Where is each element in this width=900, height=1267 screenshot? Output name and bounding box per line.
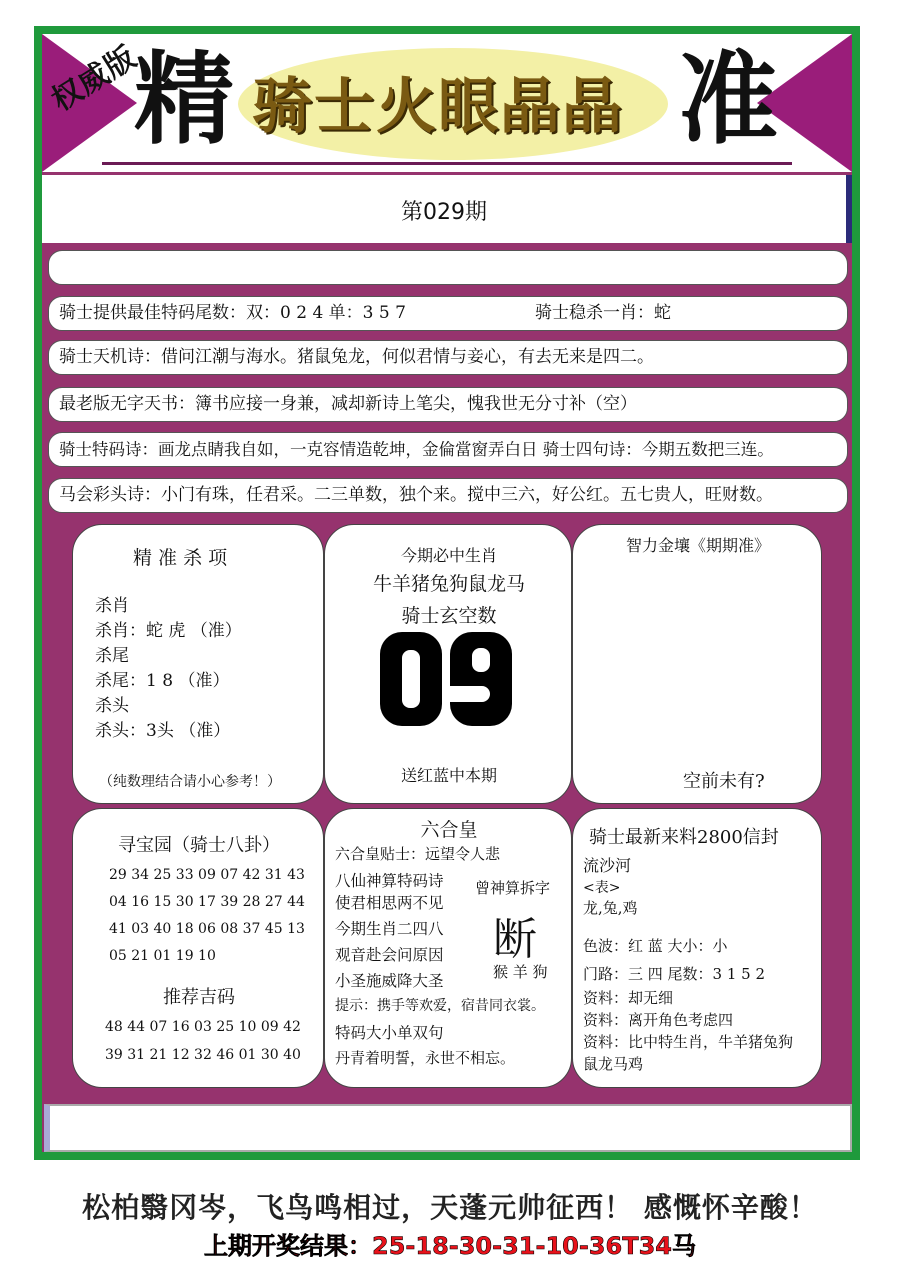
recommend-title: 推荐吉码: [163, 987, 235, 1008]
center-line3: 骑士玄空数: [401, 605, 497, 627]
treasure-numbers: 04 16 15 30 17 39 28 27 44: [109, 894, 305, 910]
issue-number: 第029期: [401, 200, 487, 225]
footer-poem: 松柏翳冈岑，飞鸟鸣相过，天蓬元帅征西！ 感慨怀辛酸！: [82, 1191, 818, 1224]
center-line1: 今期必中生肖: [400, 546, 497, 565]
treasure-title: 寻宝园（骑士八卦）: [118, 835, 280, 856]
liuhe-line: 使君相思两不见: [335, 894, 444, 912]
kill-box: [72, 524, 324, 804]
footer-blank-bar: [44, 1104, 852, 1152]
kill-line: 杀尾: [95, 646, 129, 666]
liuhe-title: 六合皇: [420, 819, 478, 841]
digit-nine-cut: [450, 686, 490, 702]
latest-line: 流沙河: [583, 856, 632, 875]
row1-right-text: 骑士稳杀一肖：蛇: [535, 303, 671, 323]
digit-zero-shape: [380, 632, 442, 726]
liuhe-line: 今期生肖二四八: [335, 920, 444, 938]
treasure-numbers: 05 21 01 19 10: [109, 948, 216, 964]
latest-box: [572, 808, 822, 1088]
digit-zero-hole: [402, 650, 420, 708]
split-char-zodiac: 猴 羊 狗: [493, 963, 548, 981]
liuhe-line: 观音赴会问原因: [335, 946, 444, 964]
latest-line: <表>: [583, 880, 621, 896]
row-heaven-book: [48, 387, 848, 422]
row-heaven-poem: [48, 340, 848, 375]
recommend-numbers: 48 44 07 16 03 25 10 09 42: [105, 1019, 301, 1035]
row-special-poem: [48, 432, 848, 467]
treasure-numbers: 41 03 40 18 06 08 37 45 13: [109, 921, 305, 937]
kill-line: 杀头：3头 （准）: [95, 721, 231, 741]
digit-nine-shape: [450, 632, 512, 726]
row5-text: 马会彩头诗：小门有珠，任君采。二三单数，独个来。搅中三六，好公红。五七贵人，旺财数。: [59, 485, 773, 505]
empty-row: [48, 250, 848, 285]
split-char-title: 曾神算拆字: [475, 879, 551, 897]
last-result: 上期开奖结果：25-18-30-31-10-36T34马: [204, 1232, 696, 1260]
latest-line: 门路：三 四 尾数：3 1 5 2: [583, 965, 766, 983]
header-stripe: [102, 162, 792, 165]
row1-left-text: 骑士提供最佳特码尾数：双：0 2 4 单：3 5 7: [59, 303, 406, 323]
latest-line: 龙,兔,鸡: [583, 899, 638, 917]
treasure-box: [72, 808, 324, 1088]
latest-line: 资料：比中特生肖，牛羊猪兔狗: [583, 1033, 794, 1051]
recommend-numbers: 39 31 21 12 32 46 01 30 40: [105, 1047, 301, 1063]
split-char: 断: [493, 914, 537, 965]
liuhe-line: 六合皇贴士：远望令人悲: [335, 845, 501, 863]
kill-line: 杀肖: [95, 596, 129, 616]
liuhe-line: 八仙神算特码诗: [335, 872, 444, 890]
center-line2: 牛羊猪兔狗鼠龙马: [372, 573, 525, 595]
latest-title: 骑士最新来料2800信封: [589, 827, 779, 848]
right-box-title: 智力金壤《期期准》: [625, 536, 770, 555]
kill-line: 杀尾：1 8 （准）: [95, 671, 230, 691]
row4-text: 骑士特码诗：画龙点睛我自如，一克容情造乾坤，金倫當窗弄白日 骑士四句诗：今期五数把三连。: [59, 440, 774, 459]
row2-text: 骑士天机诗：借问江潮与海水。猪鼠兔龙，何似君情与妾心，有去无来是四二。: [59, 347, 654, 367]
kill-box-title: 精 准 杀 项: [133, 547, 228, 569]
latest-line: 鼠龙马鸡: [583, 1055, 644, 1073]
big-number: [378, 632, 514, 726]
row3-text: 最老版无字天书：簿书应接一身兼，减却新诗上笔尖，愧我世无分寸补（空）: [59, 394, 637, 414]
latest-line: 资料：却无细: [583, 989, 674, 1007]
liuhe-line: 提示：携手等欢爱，宿昔同衣裳。: [335, 998, 545, 1014]
char-right: 准: [678, 40, 778, 158]
liuhe-line: 特码大小单双句: [335, 1024, 444, 1042]
kill-note: （纯数理结合请小心参考！）: [99, 774, 281, 790]
row-tail-numbers: [48, 296, 848, 331]
kill-line: 杀肖：蛇 虎 （准）: [95, 621, 242, 641]
liuhe-box: [324, 808, 572, 1088]
right-box-bottom: 空前未有?: [683, 771, 765, 792]
kill-line: 杀头: [95, 696, 129, 716]
header-banner: [42, 34, 852, 172]
edition-label: 权威版: [45, 39, 144, 119]
digit-nine-hole: [472, 648, 490, 672]
treasure-numbers: 29 34 25 33 09 07 42 31 43: [109, 867, 305, 883]
latest-line: 色波：红 蓝 大小：小: [583, 937, 728, 955]
row-lucky-poem: [48, 478, 848, 513]
liuhe-line: 小圣施威降大圣: [335, 972, 444, 990]
latest-line: 资料：离开角色考虑四: [583, 1011, 734, 1029]
issue-bar: [42, 175, 852, 243]
center-bottom: 送红蓝中本期: [400, 766, 497, 785]
char-left: 精: [134, 40, 234, 158]
right-box: [572, 524, 822, 804]
page-title: 骑士火眼晶晶: [252, 72, 624, 142]
liuhe-line: 丹青着明誓，永世不相忘。: [335, 1049, 516, 1067]
